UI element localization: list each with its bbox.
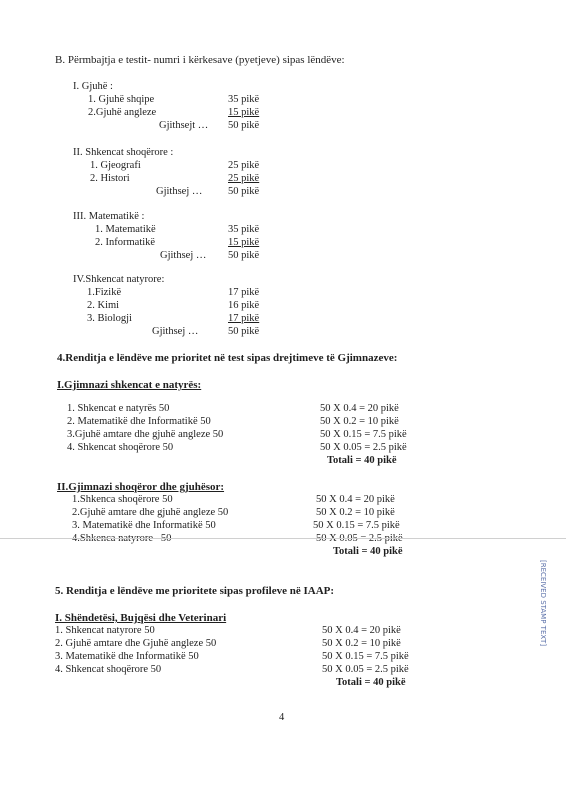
heading-content-b: B. Përmbajtja e testit- numri i kërkesave (pyetjeve) sipas lëndëve:: [55, 54, 345, 66]
row-subject: 2.Gjuhë amtare dhe gjuhë angleze 50: [72, 507, 229, 518]
row-calc: 50 X 0.05 = 2.5 pikë: [320, 442, 407, 453]
page-number: 4: [279, 712, 285, 723]
subject-points: 17 pikë: [228, 287, 260, 298]
row-subject: 2. Matematikë dhe Informatikë 50: [67, 416, 211, 427]
subject-points: 15 pikë: [228, 107, 260, 118]
total-points: 50 pikë: [228, 120, 260, 131]
total-line: Totali = 40 pikë: [333, 546, 403, 557]
stamp-text: [RECEIVED STAMP TEXT]: [539, 560, 547, 647]
group-title: IV.Shkencat natyrore:: [73, 274, 165, 285]
row-calc: 50 X 0.05 = 2.5 pikë: [322, 664, 409, 675]
fold-line: [0, 538, 566, 539]
subsection-title: II.Gjimnazi shoqëror dhe gjuhësor:: [57, 481, 225, 493]
row-calc: 50 X 0.2 = 10 pikë: [322, 638, 401, 649]
row-subject: 4. Shkencat shoqërore 50: [67, 442, 174, 453]
subsection-title: I. Shëndetësi, Bujqësi dhe Veterinari: [55, 612, 227, 624]
total-label: Gjithsej …: [156, 186, 203, 197]
total-line: Totali = 40 pikë: [336, 677, 406, 688]
total-label: Gjithsejt …: [159, 120, 209, 131]
subject-points: 35 pikë: [228, 94, 260, 105]
row-subject: 3. Matematikë dhe Informatikë 50: [55, 651, 199, 662]
subject-label: 2. Informatikë: [95, 237, 156, 248]
row-subject: 1. Shkencat e natyrës 50: [67, 403, 170, 414]
group-title: I. Gjuhë :: [73, 81, 113, 92]
row-calc: [316, 533, 403, 545]
group-title: II. Shkencat shoqërore :: [73, 147, 174, 158]
heading-section-5: 5. Renditja e lëndëve me prioritete sipas profileve në IAAP:: [55, 585, 335, 597]
subject-label: 2.Gjuhë angleze: [88, 107, 157, 118]
subject-points: 35 pikë: [228, 224, 260, 235]
group-title: III. Matematikë :: [73, 211, 145, 222]
subject-points: 16 pikë: [228, 300, 260, 311]
row-subject: 4. Shkencat shoqërore 50: [55, 664, 162, 675]
received-stamp: [539, 560, 557, 680]
row-calc: 50 X 0.4 = 20 pikë: [320, 403, 399, 414]
row-calc: 50 X 0.15 = 7.5 pikë: [313, 520, 400, 531]
subject-label: 2. Histori: [90, 173, 130, 184]
total-points: 50 pikë: [228, 186, 260, 197]
row-calc: 50 X 0.4 = 20 pikë: [322, 625, 401, 636]
row-calc: 50 X 0.2 = 10 pikë: [320, 416, 399, 427]
total-label: Gjithsej …: [152, 326, 199, 337]
row-calc: 50 X 0.15 = 7.5 pikë: [320, 429, 407, 440]
subsection-title: I.Gjimnazi shkencat e natyrës:: [57, 379, 202, 391]
row-calc: 50 X 0.2 = 10 pikë: [316, 507, 395, 518]
row-subject: [72, 533, 171, 545]
row-subject: 1. Shkencat natyrore 50: [55, 625, 155, 636]
subject-label: 1. Gjuhë shqipe: [88, 94, 155, 105]
heading-section-4: 4.Renditja e lëndëve me prioritet në test sipas drejtimeve të Gjimnazeve:: [57, 352, 398, 364]
subject-label: 3. Biologji: [87, 313, 132, 324]
row-subject: 3.Gjuhë amtare dhe gjuhë angleze 50: [67, 429, 224, 440]
total-points: 50 pikë: [228, 326, 260, 337]
row-subject: 2. Gjuhë amtare dhe Gjuhë angleze 50: [55, 638, 217, 649]
subject-points: 17 pikë: [228, 313, 260, 324]
subject-label: 1. Gjeografi: [90, 160, 141, 171]
row-subject: 1.Shkenca shoqërore 50: [72, 494, 173, 505]
total-points: 50 pikë: [228, 250, 260, 261]
row-subject: 3. Matematikë dhe Informatikë 50: [72, 520, 216, 531]
subject-points: 25 pikë: [228, 160, 260, 171]
subject-label: 2. Kimi: [87, 300, 120, 311]
subject-points: 15 pikë: [228, 237, 260, 248]
total-line: Totali = 40 pikë: [327, 455, 397, 466]
subject-points: 25 pikë: [228, 173, 260, 184]
total-label: Gjithsej …: [160, 250, 207, 261]
subject-label: 1.Fizikë: [87, 287, 122, 298]
row-calc: 50 X 0.4 = 20 pikë: [316, 494, 395, 505]
subject-label: 1. Matematikë: [95, 224, 156, 235]
row-calc: 50 X 0.15 = 7.5 pikë: [322, 651, 409, 662]
